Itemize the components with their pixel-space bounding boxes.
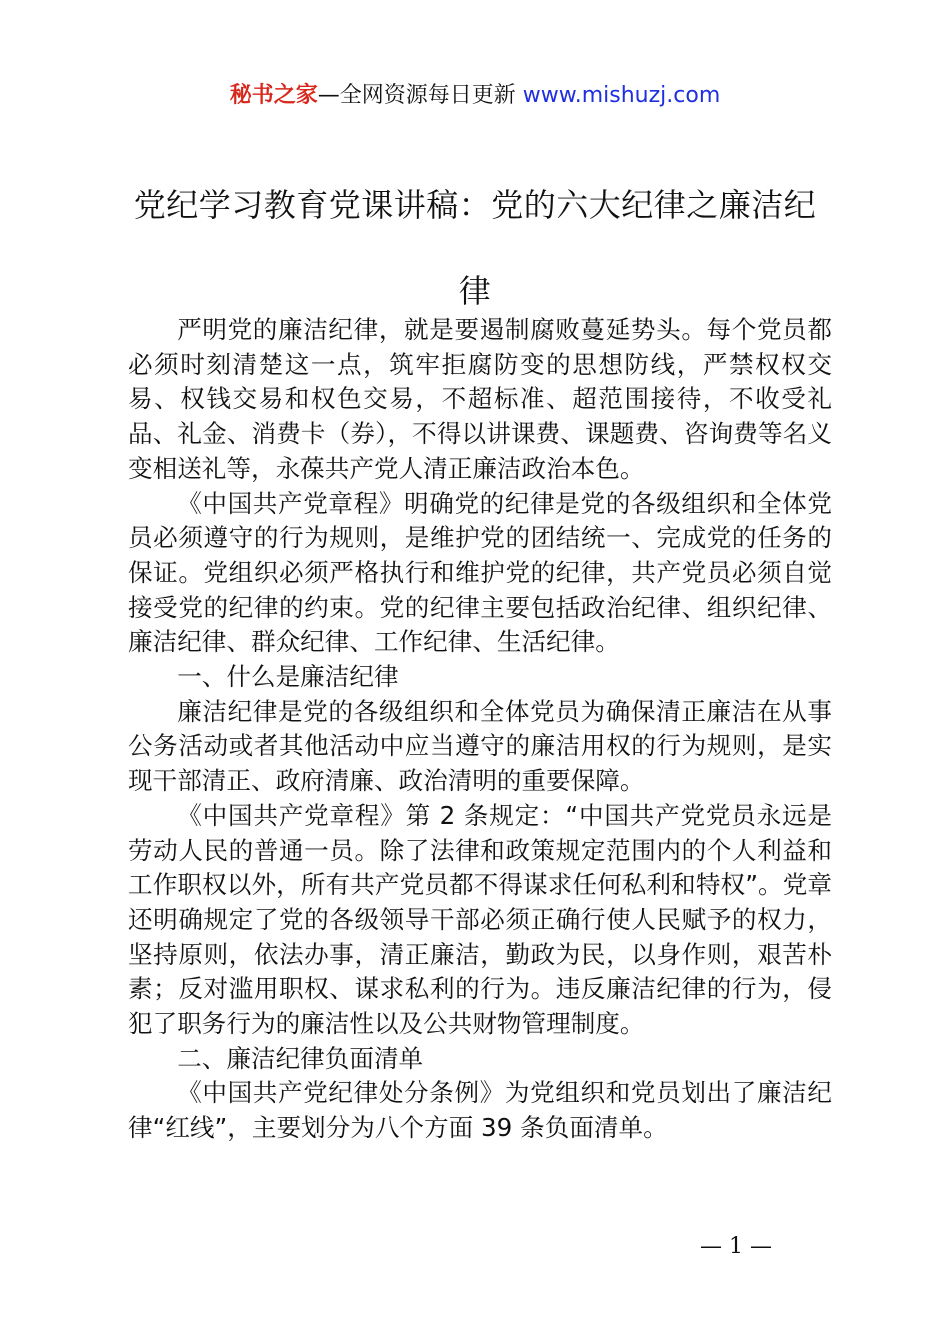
- paragraph-definition: 廉洁纪律是党的各级组织和全体党员为确保清正廉洁在从事公务活动或者其他活动中应当遵守的廉洁用权的行为规则，是实现干部清正、政府清廉、政治清明的重要保障。: [128, 696, 832, 796]
- paragraph-party-constitution: 《中国共产党章程》明确党的纪律是党的各级组织和全体党员必须遵守的行为规则，是维护党的团结统一、完成党的任务的保证。党组织必须严格执行和维护党的纪律，共产党员必须自觉接受党的纪律的约束。党的纪律主要包括政治纪律、组织纪律、廉洁纪律、群众纪律、工作纪律、生活纪律。: [128, 488, 832, 657]
- page-number: — 1 —: [700, 1234, 772, 1259]
- paragraph-regulations: 《中国共产党纪律处分条例》为党组织和党员划出了廉洁纪律“红线”，主要划分为八个方面 39 条负面清单。: [128, 1078, 832, 1143]
- site-header: [0, 80, 950, 112]
- site-url-link[interactable]: www.mishuzj.com: [522, 83, 721, 108]
- document-body: [128, 313, 832, 1146]
- paragraph-intro: 严明党的廉洁纪律，就是要遏制腐败蔓延势头。每个党员都必须时刻清楚这一点，筑牢拒腐防变的思想防线，严禁权权交易、权钱交易和权色交易，不超标准、超范围接待，不收受礼品、礼金、消费卡（券），不得以讲课费、课题费、咨询费等名义变相送礼等，永葆共产党人清正廉洁政治本色。: [128, 315, 832, 483]
- site-brand: 秘书之家: [229, 83, 318, 108]
- section-heading-what-is-clean-discipline: 一、什么是廉洁纪律: [177, 662, 399, 692]
- site-tagline: —全网资源每日更新: [317, 83, 516, 108]
- section-heading-negative-list: 二、廉洁纪律负面清单: [177, 1043, 424, 1073]
- paragraph-article-2: 《中国共产党章程》第 2 条规定：“中国共产党党员永远是劳动人民的普通一员。除了法律和政策规定范围内的个人利益和工作职权以外，所有共产党员都不得谋求任何私利和特权”。党章还明确规定了党的各级领导干部必须正确行使人民赋予的权力，坚持原则，依法办事，清正廉洁，勤政为民，以身作则，艰苦朴素；反对滥用职权、谋求私利的行为。违反廉洁纪律的行为，侵犯了职务行为的廉洁性以及公共财物管理制度。: [128, 800, 832, 1039]
- document-title: 党纪学习教育党课讲稿：党的六大纪律之廉洁纪律: [133, 186, 817, 310]
